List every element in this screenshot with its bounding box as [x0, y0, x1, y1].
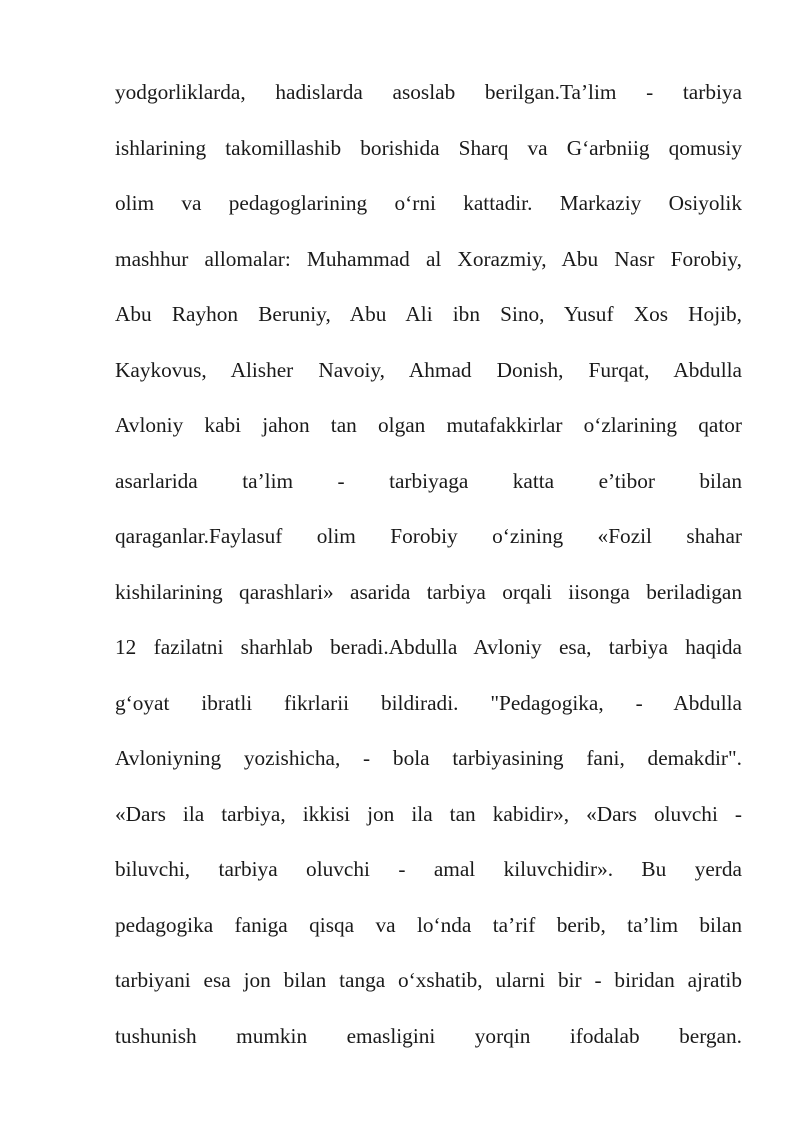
text-line: olim va pedagoglarining o‘rni kattadir. Markaziy Osiyolik [115, 191, 742, 215]
text-line: asarlarida ta’lim - tarbiyaga katta e’tibor bilan [115, 468, 742, 493]
text-line: Kaykovus, Alisher Navoiy, Ahmad Donish, Furqat, Abdulla [115, 357, 742, 382]
text-line: kishilarining qarashlari» asarida tarbiya orqali iisonga beriladigan [115, 579, 742, 604]
text-line: 12 fazilatni sharhlab beradi.Abdulla Avloniy esa, tarbiya haqida [115, 635, 742, 659]
text-line: yodgorliklarda, hadislarda asoslab berilgan.Ta’lim - tarbiya [115, 80, 742, 104]
text-line: ishlarining takomillashib borishida Sharq va G‘arbniig qomusiy [115, 135, 742, 160]
text-line: mashhur allomalar: Muhammad al Xorazmiy, Abu Nasr Forobiy, [115, 246, 742, 271]
text-line: qaraganlar.Faylasuf olim Forobiy o‘zining «Fozil shahar [115, 524, 742, 548]
text-line: biluvchi, tarbiya oluvchi - amal kiluvchidir». Bu yerda [115, 857, 742, 881]
text-line: g‘oyat ibratli fikrlarii bildiradi. "Pedagogika, - Abdulla [115, 690, 742, 715]
text-line: Abu Rayhon Beruniy, Abu Ali ibn Sino, Yusuf Xos Hojib, [115, 302, 742, 326]
text-line: Avloniyning yozishicha, - bola tarbiyasining fani, demakdir". [115, 746, 742, 770]
text-line: Avloniy kabi jahon tan olgan mutafakkirlar o‘zlarining qator [115, 413, 742, 437]
document-body [115, 72, 742, 1071]
text-line: pedagogika faniga qisqa va lo‘nda ta’rif berib, ta’lim bilan [115, 912, 742, 937]
text-line: tarbiyani esa jon bilan tanga o‘xshatib, ularni bir - biridan ajratib [115, 968, 742, 992]
text-line: «Dars ila tarbiya, ikkisi jon ila tan kabidir», «Dars oluvchi - [115, 801, 742, 826]
text-line: tushunish mumkin emasligini yorqin ifodalab bergan. [115, 1023, 742, 1048]
